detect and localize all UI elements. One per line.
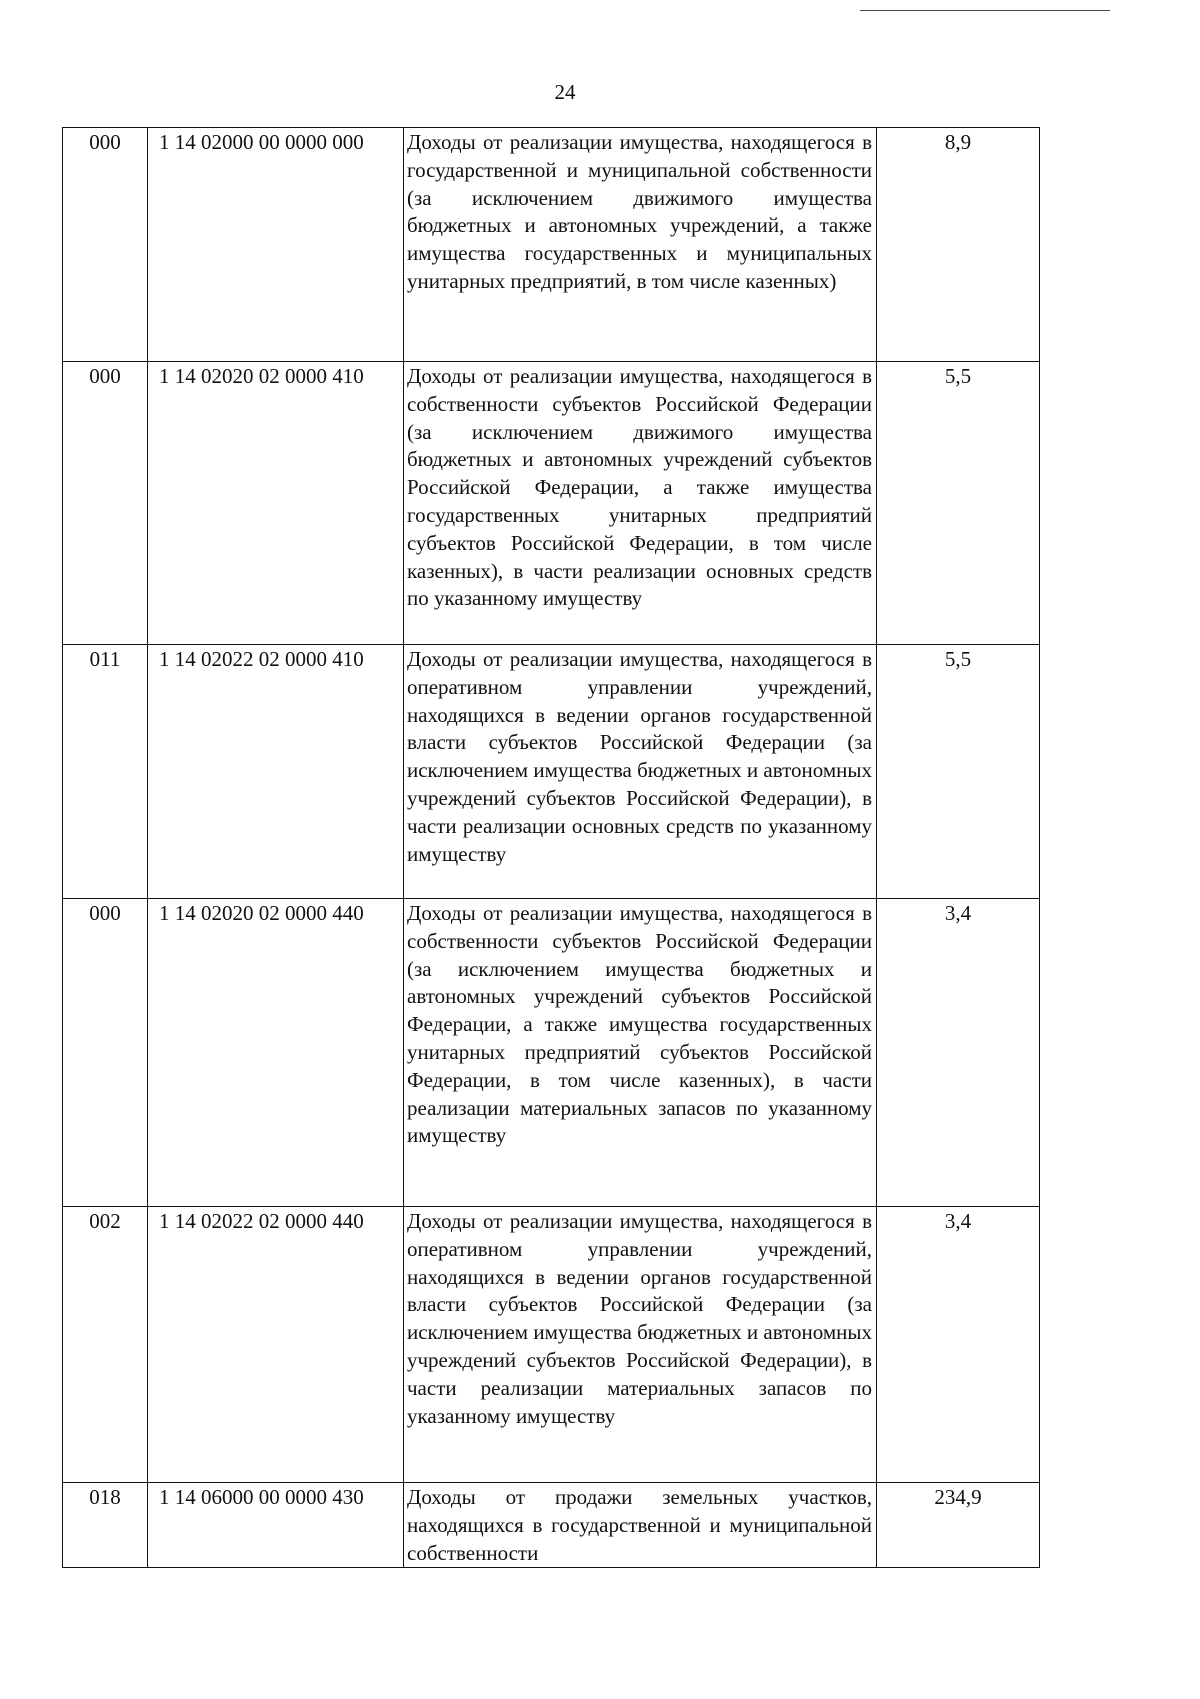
table-row [63, 1207, 1040, 1483]
revenue-name-cell: Доходы от продажи земельных участков, находящихся в государственной и муниципальной собственности [404, 1483, 877, 1568]
admin-code-cell: 002 [63, 1207, 148, 1483]
amount-cell: 3,4 [877, 1207, 1040, 1483]
admin-code-cell: 018 [63, 1483, 148, 1568]
admin-code-cell: 000 [63, 362, 148, 645]
table-row [63, 899, 1040, 1207]
amount-cell: 5,5 [877, 362, 1040, 645]
budget-code-cell: 1 14 02020 02 0000 410 [148, 362, 404, 645]
revenue-name-cell: Доходы от реализации имущества, находящегося в оперативном управлении учреждений, находящихся в ведении органов государственной власти субъектов Российской Федерации (за исключением имущества бюджетных и автономных учреждений субъектов Российской Федерации), в части реализации основных средств по указанному имуществу [404, 645, 877, 899]
admin-code-cell: 000 [63, 899, 148, 1207]
revenue-name-cell: Доходы от реализации имущества, находящегося в оперативном управлении учреждений, находящихся в ведении органов государственной власти субъектов Российской Федерации (за исключением имущества бюджетных и автономных учреждений субъектов Российской Федерации), в части реализации материальных запасов по указанному имуществу [404, 1207, 877, 1483]
amount-cell: 3,4 [877, 899, 1040, 1207]
revenue-name-cell: Доходы от реализации имущества, находящегося в собственности субъектов Российской Федерации (за исключением имущества бюджетных и автономных учреждений субъектов Российской Федерации, а также имущества государственных унитарных предприятий субъектов Российской Федерации, в том числе казенных), в части реализации материальных запасов по указанному имуществу [404, 899, 877, 1207]
revenue-name-cell: Доходы от реализации имущества, находящегося в собственности субъектов Российской Федерации (за исключением движимого имущества бюджетных и автономных учреждений субъектов Российской Федерации, а также имущества государственных унитарных предприятий субъектов Российской Федерации, в том числе казенных), в части реализации основных средств по указанному имуществу [404, 362, 877, 645]
admin-code-cell: 011 [63, 645, 148, 899]
revenue-name-cell: Доходы от реализации имущества, находящегося в государственной и муниципальной собственности (за исключением движимого имущества бюджетных и автономных учреждений, а также имущества государственных и муниципальных унитарных предприятий, в том числе казенных) [404, 128, 877, 362]
table-row [63, 1483, 1040, 1568]
amount-cell: 234,9 [877, 1483, 1040, 1568]
budget-code-cell: 1 14 06000 00 0000 430 [148, 1483, 404, 1568]
admin-code-cell: 000 [63, 128, 148, 362]
budget-code-cell: 1 14 02000 00 0000 000 [148, 128, 404, 362]
top-scan-rule [860, 10, 1110, 11]
budget-code-cell: 1 14 02022 02 0000 410 [148, 645, 404, 899]
amount-cell: 5,5 [877, 645, 1040, 899]
budget-revenue-table [62, 127, 1040, 1568]
table-row [63, 362, 1040, 645]
page-number: 24 [554, 80, 576, 104]
amount-cell: 8,9 [877, 128, 1040, 362]
budget-code-cell: 1 14 02020 02 0000 440 [148, 899, 404, 1207]
table-row [63, 645, 1040, 899]
budget-code-cell: 1 14 02022 02 0000 440 [148, 1207, 404, 1483]
table-row [63, 128, 1040, 362]
